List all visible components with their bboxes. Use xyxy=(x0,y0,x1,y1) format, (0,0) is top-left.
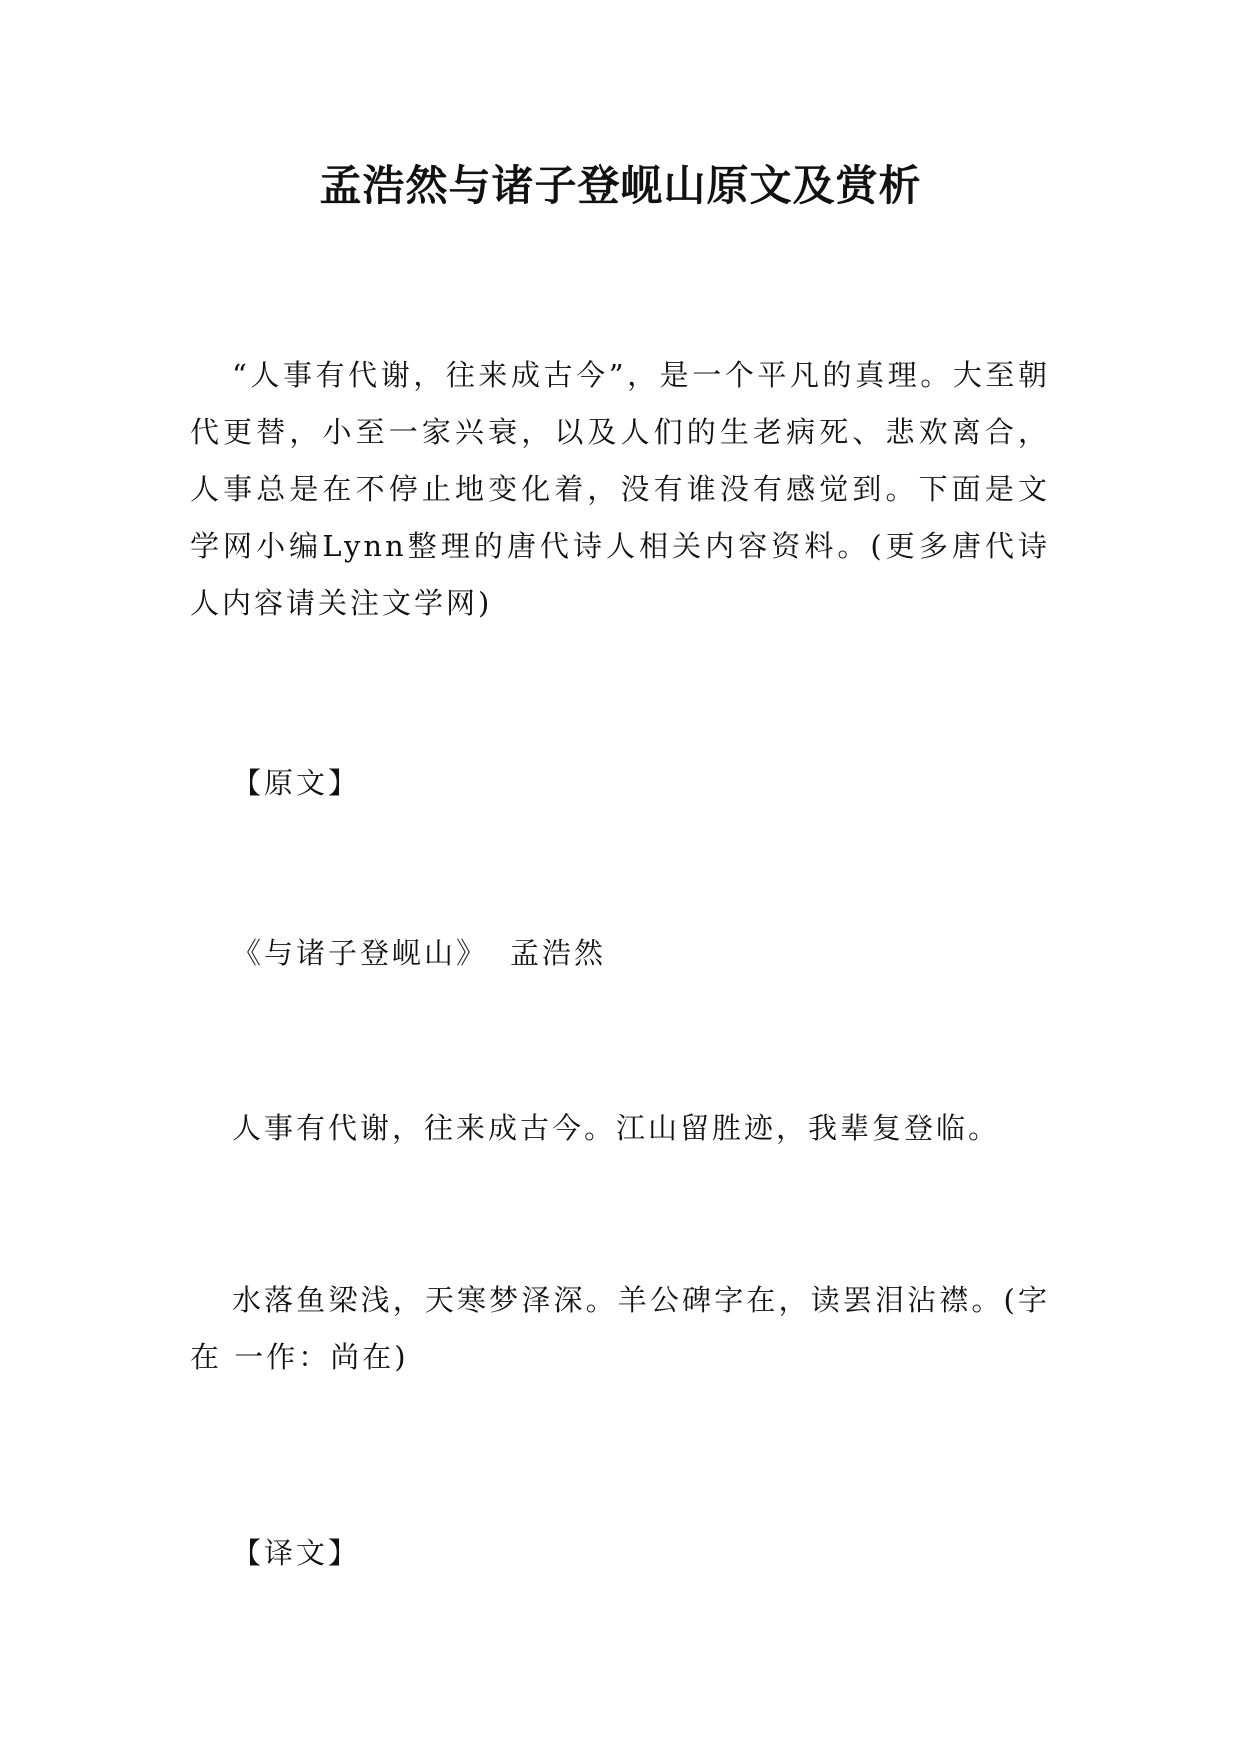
poem-title-line xyxy=(232,925,1050,982)
poem-line-2: 水落鱼梁浅，天寒梦泽深。羊公碑字在，读罢泪沾襟。(字在 一作：尚在) xyxy=(190,1283,1050,1374)
poem-line-1: 人事有代谢，往来成古今。江山留胜迹，我辈复登临。 xyxy=(232,1111,1001,1145)
document-title: 孟浩然与诸子登岘山原文及赏析 xyxy=(319,161,922,210)
section-heading-translation: 【译文】 xyxy=(232,1536,361,1570)
intro-paragraph: “人事有代谢，往来成古今”，是一个平凡的真理。大至朝代更替，小至一家兴衰，以及人们的生老病死、悲欢离合，人事总是在不停止地变化着，没有谁没有感觉到。下面是文学网小编Lynn整理的唐代诗人相关内容资料。(更多唐代诗人内容请关注文学网) xyxy=(190,358,1050,620)
poem-author: 孟浩然 xyxy=(510,936,607,970)
poem-title: 《与诸子登岘山》 xyxy=(232,936,489,970)
section-heading-original: 【原文】 xyxy=(232,766,361,800)
